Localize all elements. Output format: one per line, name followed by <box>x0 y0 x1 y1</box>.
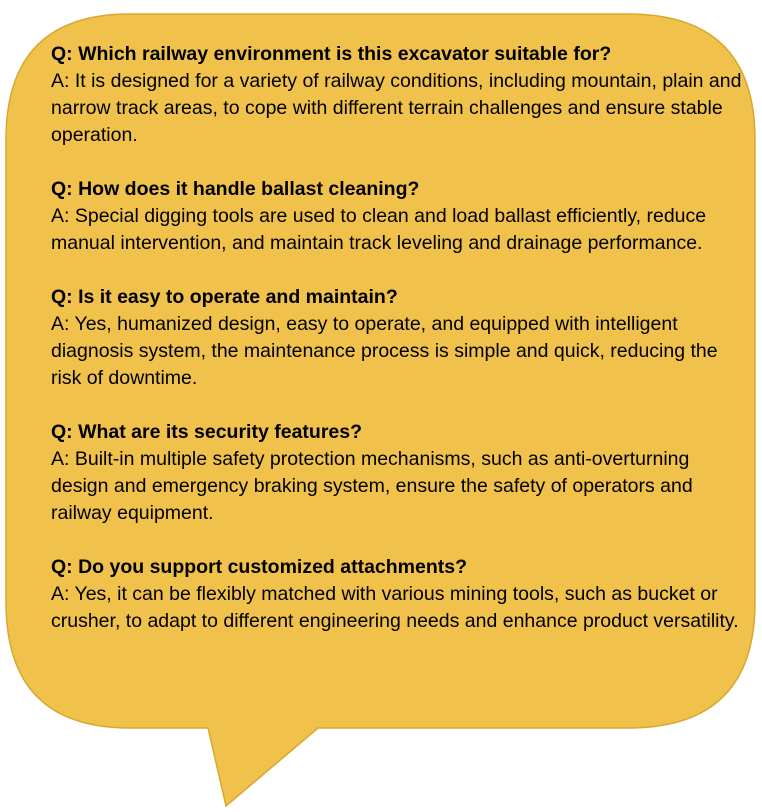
faq-answer: A: It is designed for a variety of railway conditions, including mountain, plain and narrow track areas, to cope with different terrain challenges and ensure stable operation. <box>51 70 742 146</box>
faq-question: Q: How does it handle ballast cleaning? <box>51 178 420 200</box>
faq-answer: A: Special digging tools are used to clean and load ballast efficiently, reduce manual intervention, and maintain track leveling and drainage performance. <box>51 205 707 254</box>
faq-question: Q: Is it easy to operate and maintain? <box>51 286 398 308</box>
faq-answer: A: Yes, it can be flexibly matched with various mining tools, such as bucket or crusher, to adapt to different engineering needs and enhance product versatility. <box>51 583 739 632</box>
faq-answer: A: Built-in multiple safety protection mechanisms, such as anti-overturning design and emergency braking system, ensure the safety of operators and railway equipment. <box>51 448 693 524</box>
faq-item-ballast-cleaning <box>51 176 751 257</box>
faq-item-operation-maintenance <box>51 284 751 392</box>
faq-question: Q: Do you support customized attachments? <box>51 556 468 578</box>
faq-question: Q: What are its security features? <box>51 421 363 443</box>
faq-item-environment <box>51 41 751 149</box>
faq-answer: A: Yes, humanized design, easy to operate, and equipped with intelligent diagnosis system, the maintenance process is simple and quick, reducing the risk of downtime. <box>51 313 718 389</box>
faq-question: Q: Which railway environment is this excavator suitable for? <box>51 43 612 65</box>
faq-list <box>51 41 751 662</box>
faq-item-attachments <box>51 554 751 635</box>
faq-item-security-features <box>51 419 751 527</box>
